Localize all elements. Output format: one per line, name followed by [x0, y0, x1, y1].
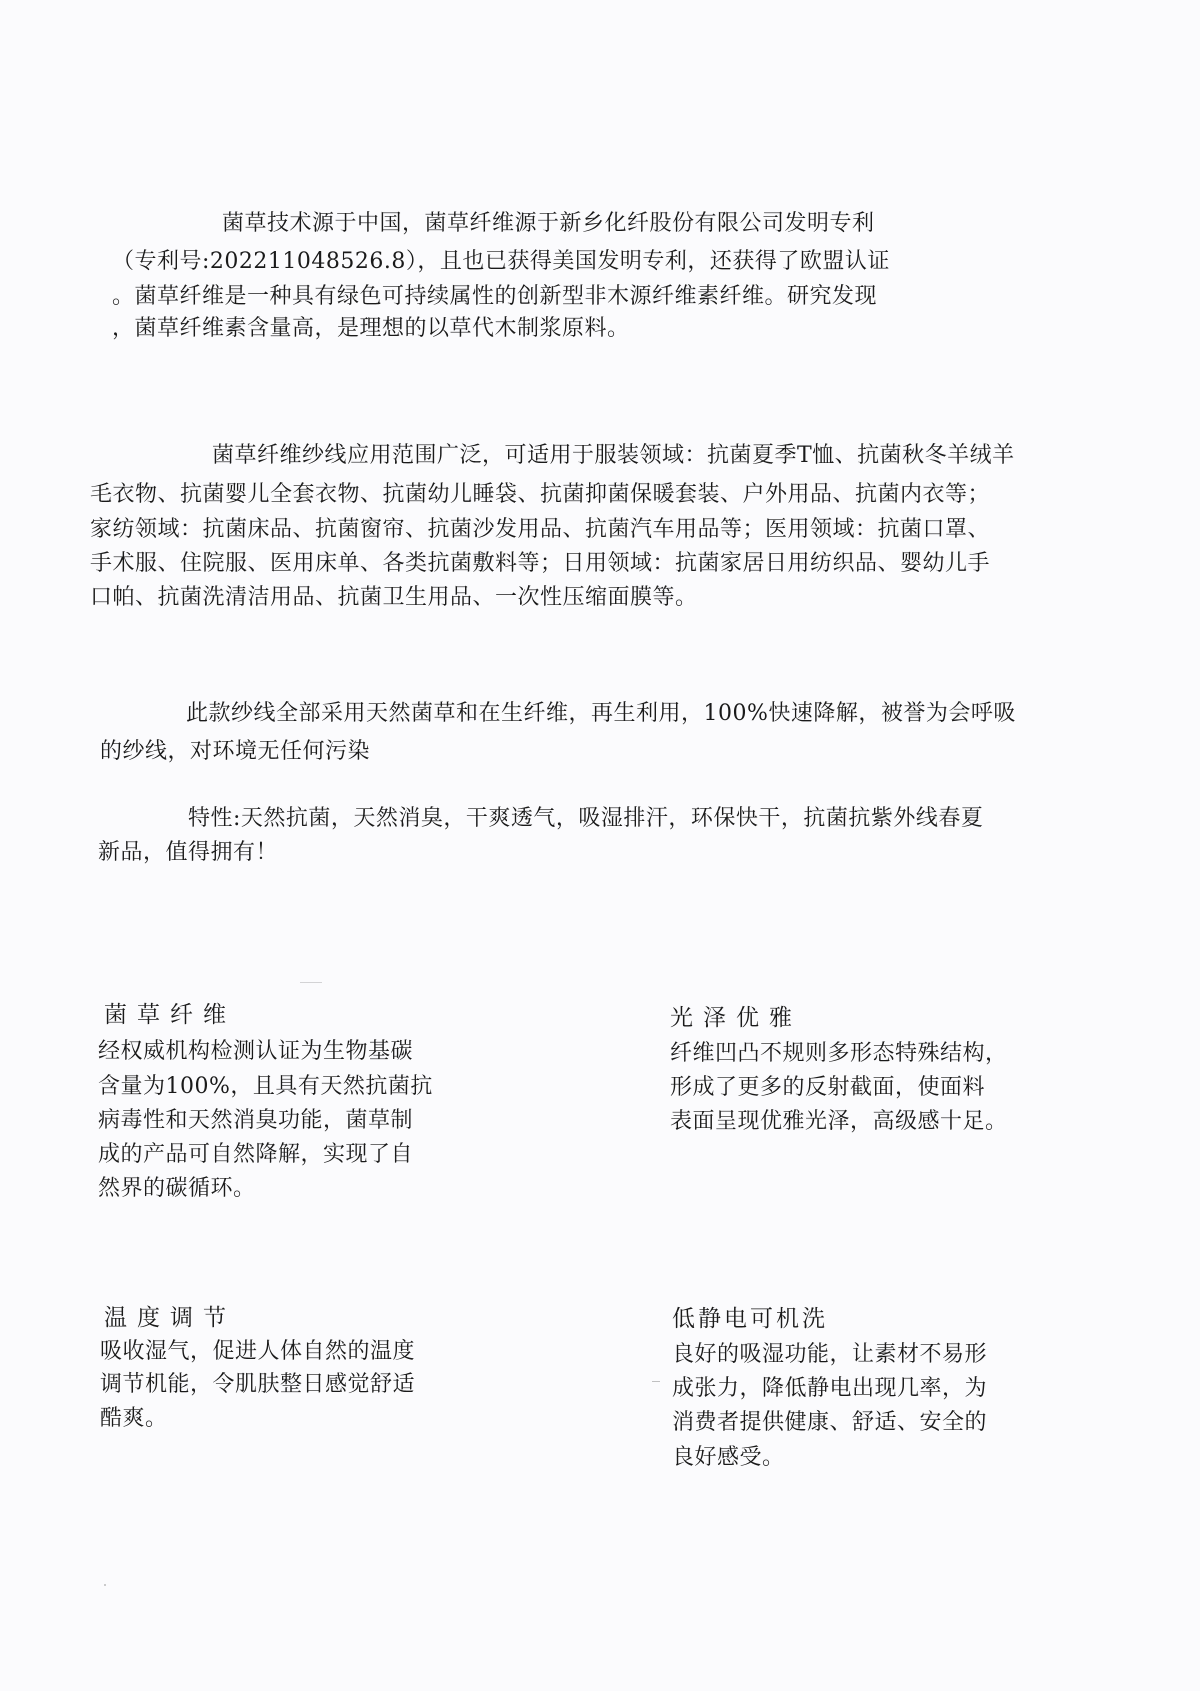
scan-artifact	[300, 982, 322, 983]
intro-line-4: ，菌草纤维素含量高，是理想的以草代木制浆原料。	[112, 316, 630, 341]
temperature-line-1: 吸收湿气，促进人体自然的温度	[100, 1339, 416, 1364]
fiber-line-2: 含量为100%，且具有天然抗菌抗	[98, 1074, 433, 1099]
luster-line-2: 形成了更多的反射截面，使面料	[670, 1075, 986, 1100]
applications-line-1: 菌草纤维纱线应用范围广泛，可适用于服装领域：抗菌夏季T恤、抗菌秋冬羊绒羊	[212, 443, 1015, 468]
applications-line-5: 口帕、抗菌洗清洁用品、抗菌卫生用品、一次性压缩面膜等。	[90, 585, 698, 610]
luster-line-3: 表面呈现优雅光泽，高级感十足。	[670, 1109, 1008, 1134]
temperature-title: 温度调节	[104, 1305, 236, 1331]
features-line-1: 特性:天然抗菌，天然消臭，干爽透气，吸湿排汗，环保快干，抗菌抗紫外线春夏	[188, 806, 984, 831]
temperature-line-2: 调节机能，令肌肤整日感觉舒适	[100, 1372, 416, 1397]
temperature-line-3: 酷爽。	[100, 1406, 168, 1431]
applications-line-4: 手术服、住院服、医用床单、各类抗菌敷料等；日用领域：抗菌家居日用纺织品、婴幼儿手	[90, 551, 991, 576]
applications-line-3: 家纺领域：抗菌床品、抗菌窗帘、抗菌沙发用品、抗菌汽车用品等；医用领域：抗菌口罩、	[90, 517, 991, 542]
fiber-title: 菌草纤维	[104, 1002, 236, 1028]
eco-line-1: 此款纱线全部采用天然菌草和在生纤维，再生利用，100%快速降解，被誉为会呼吸	[186, 701, 1016, 726]
applications-line-2: 毛衣物、抗菌婴儿全套衣物、抗菌幼儿睡袋、抗菌抑菌保暖套装、户外用品、抗菌内衣等；	[90, 482, 991, 507]
antistatic-line-4: 良好感受。	[672, 1445, 785, 1470]
intro-line-3: 。菌草纤维是一种具有绿色可持续属性的创新型非木源纤维素纤维。研究发现	[112, 284, 878, 309]
fiber-line-5: 然界的碳循环。	[98, 1176, 256, 1201]
antistatic-line-3: 消费者提供健康、舒适、安全的	[672, 1410, 988, 1435]
antistatic-title: 低静电可机洗	[672, 1306, 828, 1332]
intro-line-1: 菌草技术源于中国，菌草纤维源于新乡化纤股份有限公司发明专利	[222, 211, 875, 236]
antistatic-line-2: 成张力，降低静电出现几率，为	[672, 1376, 988, 1401]
eco-line-2: 的纱线，对环境无任何污染	[100, 739, 371, 764]
scan-artifact	[652, 1381, 660, 1382]
intro-line-2: （专利号:202211048526.8），且也已获得美国发明专利，还获得了欧盟认证	[112, 249, 890, 274]
fiber-line-3: 病毒性和天然消臭功能，菌草制	[98, 1108, 414, 1133]
antistatic-line-1: 良好的吸湿功能，让素材不易形	[672, 1342, 988, 1367]
fiber-line-1: 经权威机构检测认证为生物基碳	[98, 1039, 414, 1064]
fiber-line-4: 成的产品可自然降解，实现了自	[98, 1142, 414, 1167]
luster-title: 光泽优雅	[670, 1005, 802, 1031]
scan-artifact	[104, 1584, 106, 1586]
features-line-2: 新品，值得拥有！	[98, 840, 279, 865]
luster-line-1: 纤维凹凸不规则多形态特殊结构，	[670, 1041, 1008, 1066]
